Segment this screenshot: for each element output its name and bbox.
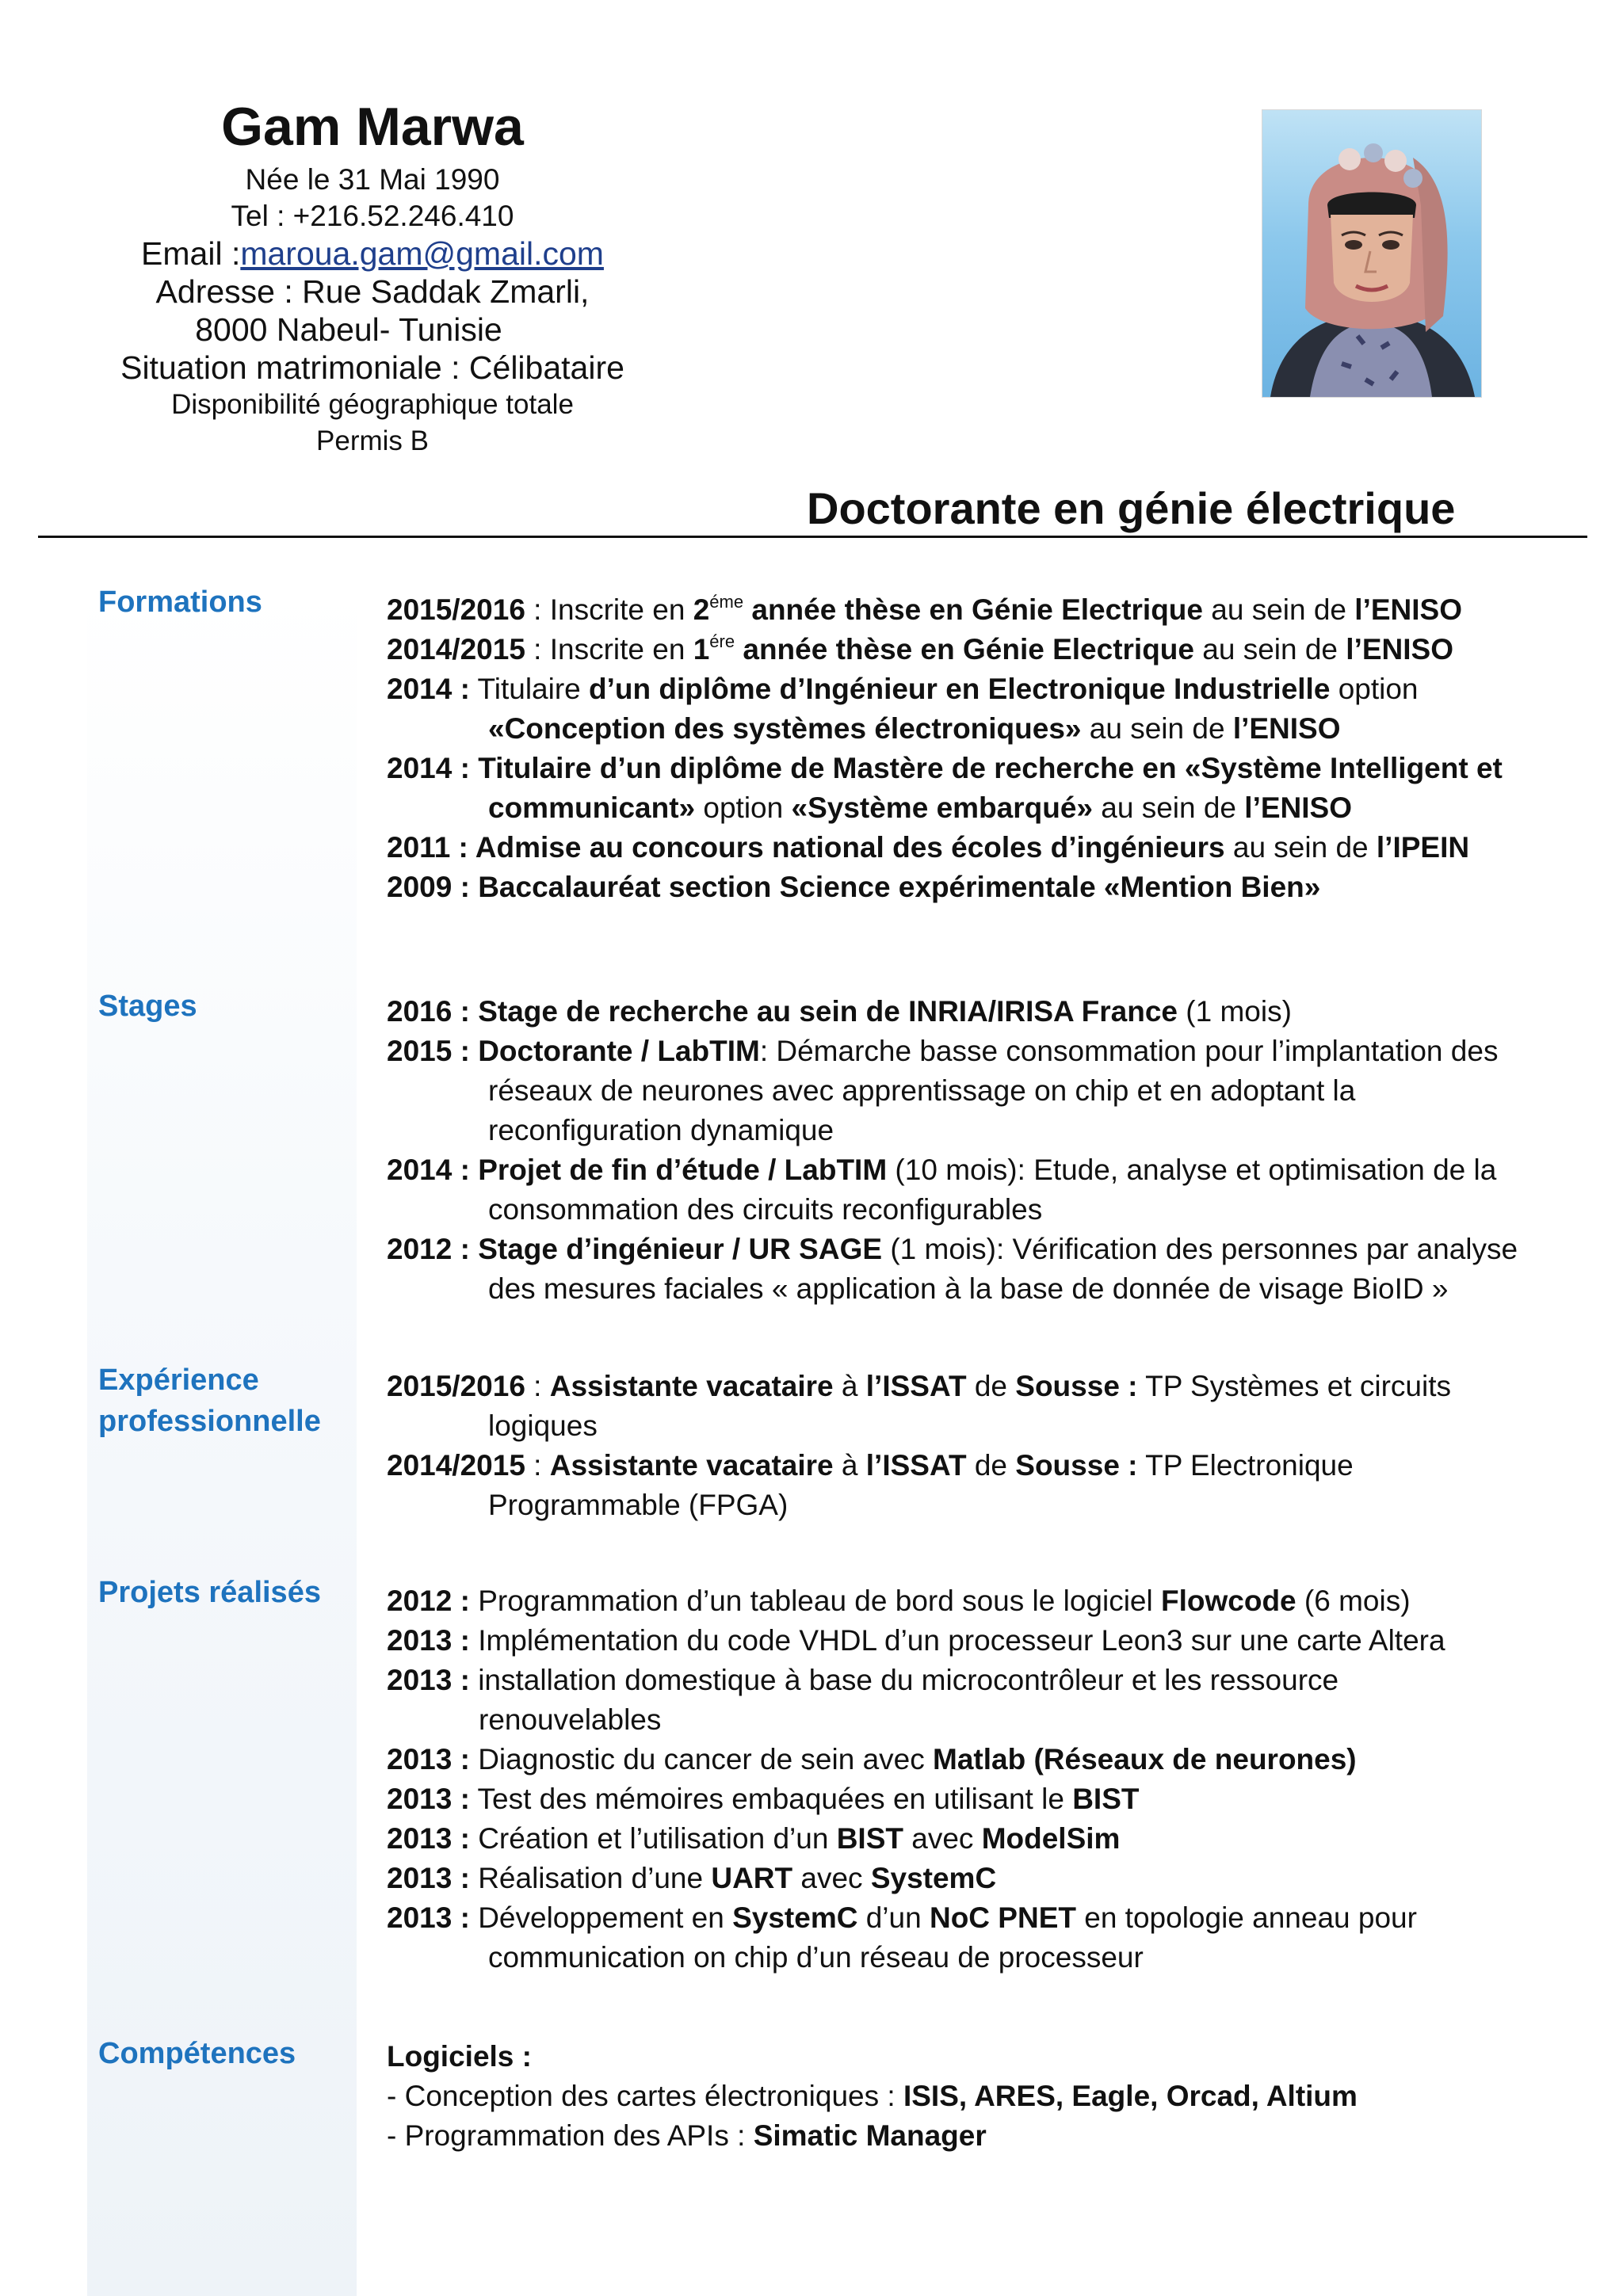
skill-item: - Programmation des APIs : Simatic Manager [387,2119,987,2152]
formation-item: 2014 : Titulaire d’un diplôme de Mastère de recherche en «Système Intelligent et [387,752,1503,784]
formation-item: 2011 : Admise au concours national des écoles d’ingénieurs au sein de l’IPEIN [387,831,1470,864]
email-line [63,235,682,273]
header-divider [38,536,1587,538]
project-item-continued: renouvelables [479,1703,662,1736]
project-item: 2013 : Création et l’utilisation d’un BIST avec ModelSim [387,1822,1121,1855]
contact-header [63,95,682,460]
formation-item: 2015/2016 : Inscrite en $2^{éme}$ année thèse en Génie Electrique au sein de l’ENISO [387,591,1462,626]
section-label-experience [98,1360,321,1442]
skills-heading: Logiciels : [387,2040,532,2073]
section-label-projets: Projets réalisés [98,1576,321,1609]
stage-item-continued: des mesures faciales « application à la base de donnée de visage BioID » [488,1272,1449,1305]
experience-label-line-1: Expérience [98,1363,259,1397]
stage-item: 2015 : Doctorante / LabTIM: Démarche basse consommation pour l’implantation des [387,1035,1499,1067]
address-line-1: Adresse : Rue Saddak Zmarli, [155,273,590,310]
email-label: Email : [141,235,241,272]
section-experience [387,1367,1591,1525]
address-line-2: 8000 Nabeul- Tunisie [195,311,502,348]
experience-label-line-2: professionnelle [98,1405,321,1438]
section-label-formations: Formations [98,585,262,619]
formation-item: 2014 : Titulaire d’un diplôme d’Ingénieur en Electronique Industrielle option [387,673,1419,705]
profile-photo [1262,109,1482,398]
section-stages [387,992,1591,1309]
section-competences [387,2037,1591,2156]
stage-item-continued: reconfiguration dynamique [488,1114,834,1146]
stage-item: 2016 : Stage de recherche au sein de INRIA/IRISA France (1 mois) [387,995,1292,1028]
driving-license: Permis B [316,425,429,456]
person-name: Gam Marwa [221,97,524,157]
stage-item: 2014 : Projet de fin d’étude / LabTIM (10 mois): Etude, analyse et optimisation de la [387,1154,1497,1186]
portrait-illustration [1262,110,1481,397]
formation-item-continued: communicant» option «Système embarqué» au sein de l’ENISO [488,791,1352,824]
formation-item-continued: «Conception des systèmes électroniques» au sein de l’ENISO [488,712,1341,745]
job-title: Doctorante en génie électrique [807,483,1456,533]
project-item: 2013 : Diagnostic du cancer de sein avec Matlab (Réseaux de neurones) [387,1743,1357,1775]
experience-item-continued: logiques [488,1409,598,1442]
project-item: 2013 : installation domestique à base du microcontrôleur et les ressource [387,1664,1339,1696]
project-item-continued: communication on chip d’un réseau de processeur [488,1941,1144,1974]
phone: Tel : +216.52.246.410 [231,200,514,232]
project-item: 2012 : Programmation d’un tableau de bord sous le logiciel Flowcode (6 mois) [387,1585,1411,1617]
formation-item: 2009 : Baccalauréat section Science expérimentale «Mention Bien» [387,871,1321,903]
project-item: 2013 : Réalisation d’une UART avec SystemC [387,1862,997,1894]
section-label-stages: Stages [98,990,197,1023]
email-link[interactable]: maroua.gam@gmail.com [240,235,604,272]
marital-status: Situation matrimoniale : Célibataire [120,349,624,386]
section-label-competences: Compétences [98,2037,296,2070]
experience-item: 2014/2015 : Assistante vacataire à l’ISSAT de Sousse : TP Electronique [387,1449,1354,1482]
stage-item: 2012 : Stage d’ingénieur / UR SAGE (1 mois): Vérification des personnes par analyse [387,1233,1518,1265]
formation-item: 2014/2015 : Inscrite en $1^{ére}$ année thèse en Génie Electrique au sein de l’ENISO [387,631,1453,666]
project-item: 2013 : Test des mémoires embaquées en utilisant le BIST [387,1783,1140,1815]
project-item: 2013 : Implémentation du code VHDL d’un processeur Leon3 sur une carte Altera [387,1624,1445,1657]
experience-item: 2015/2016 : Assistante vacataire à l’ISSAT de Sousse : TP Systèmes et circuits [387,1370,1451,1402]
project-item: 2013 : Développement en SystemC d’un NoC PNET en topologie anneau pour [387,1901,1417,1934]
stage-item-continued: réseaux de neurones avec apprentissage on chip et en adoptant la [488,1074,1356,1107]
skill-item: - Conception des cartes électroniques : ISIS, ARES, Eagle, Orcad, Altium [387,2080,1358,2112]
section-projets [387,1581,1591,1978]
birth-date: Née le 31 Mai 1990 [245,163,500,196]
section-formations [387,590,1591,907]
availability: Disponibilité géographique totale [171,389,574,420]
experience-item-continued: Programmable (FPGA) [488,1489,789,1521]
stage-item-continued: consommation des circuits reconfigurables [488,1193,1043,1226]
